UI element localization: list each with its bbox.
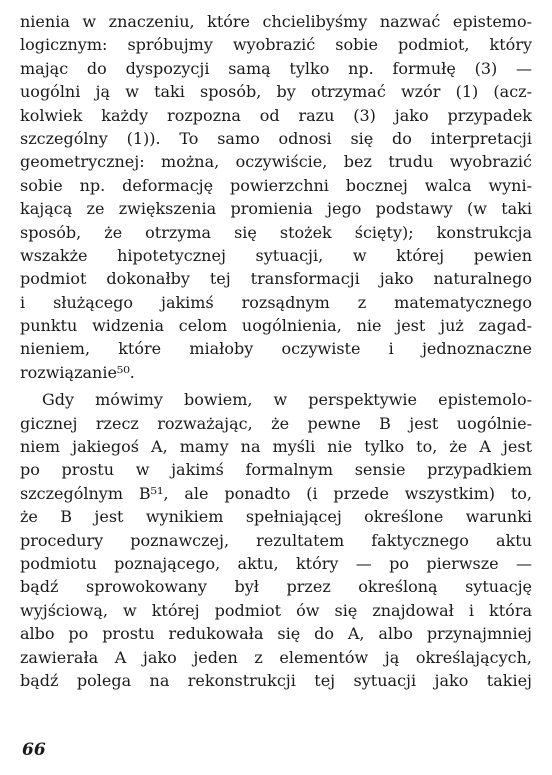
text-line: punktu widzenia celom uogólnienia, nie jest już zagad- xyxy=(20,316,532,336)
text-line: bądź polega na rekonstrukcji tej sytuacji jako takiej xyxy=(20,670,532,690)
text-line: procedury poznawczej, rezultatem faktycznego aktu xyxy=(20,530,532,550)
text-line: po prostu w jakimś formalnym sensie przypadkiem xyxy=(20,460,532,480)
text-line: logicznym: spróbujmy wyobrazić sobie podmiot, który xyxy=(20,35,532,55)
text-line: szczególnym B⁵¹, ale ponadto (i przede wszystkim) to, xyxy=(20,483,532,503)
text-line: geometrycznej: można, oczywiście, bez trudu wyobrazić xyxy=(20,152,532,172)
text-line: nieniem, które miałoby oczywiste i jednoznaczne xyxy=(20,339,532,359)
text-line: rozwiązanie⁵⁰. xyxy=(20,362,135,382)
text-line: wszakże hipotetycznej sytuacji, w której pewien xyxy=(20,245,532,265)
text-line: albo po prostu redukowała się do A, albo przynajmniej xyxy=(20,624,532,644)
text-line: szczególny (1)). To samo odnosi się do interpretacji xyxy=(20,128,532,148)
text-line: i służącego jakimś rozsądnym z matematycznego xyxy=(20,292,532,312)
text-line: kolwiek każdy rozpozna od razu (3) jako przypadek xyxy=(20,105,532,125)
page-body xyxy=(20,10,532,692)
text-line: gicznej rzecz rozważając, że pewne B jest uogólnie- xyxy=(20,413,532,433)
text-line: podmiotu poznającego, aktu, który — po pierwsze — xyxy=(20,553,532,573)
paragraph-2 xyxy=(20,388,532,692)
text-line: bądź sprowokowany był przez określoną sytuację xyxy=(20,577,532,597)
text-line: uogólni ją w taki sposób, by otrzymać wzór (1) (acz- xyxy=(20,82,532,102)
paragraph-1 xyxy=(20,10,532,384)
text-line: mając do dyspozycji samą tylko np. formułę (3) — xyxy=(20,58,532,78)
text-line: niem jakiegoś A, mamy na myśli nie tylko to, że A jest xyxy=(20,437,532,457)
text-line: wyjściową, w której podmiot ów się znajdował i która xyxy=(20,600,532,620)
page-number: 66 xyxy=(22,740,46,760)
text-line: sobie np. deformację powierzchni bocznej walca wyni- xyxy=(20,175,532,195)
text-line: kającą ze zwiększenia promienia jego podstawy (w taki xyxy=(20,199,532,219)
text-line: Gdy mówimy bowiem, w perspektywie epistemolo- xyxy=(42,390,532,410)
text-line: nienia w znaczeniu, które chcielibyśmy nazwać epistemo- xyxy=(20,12,532,31)
text-line: że B jest wynikiem spełniającej określone warunki xyxy=(20,507,532,527)
text-line: podmiot dokonałby tej transformacji jako naturalnego xyxy=(20,269,532,289)
text-line: zawierała A jako jeden z elementów ją określających, xyxy=(20,647,532,667)
text-line: sposób, że otrzyma się stożek ścięty); konstrukcja xyxy=(20,222,532,242)
